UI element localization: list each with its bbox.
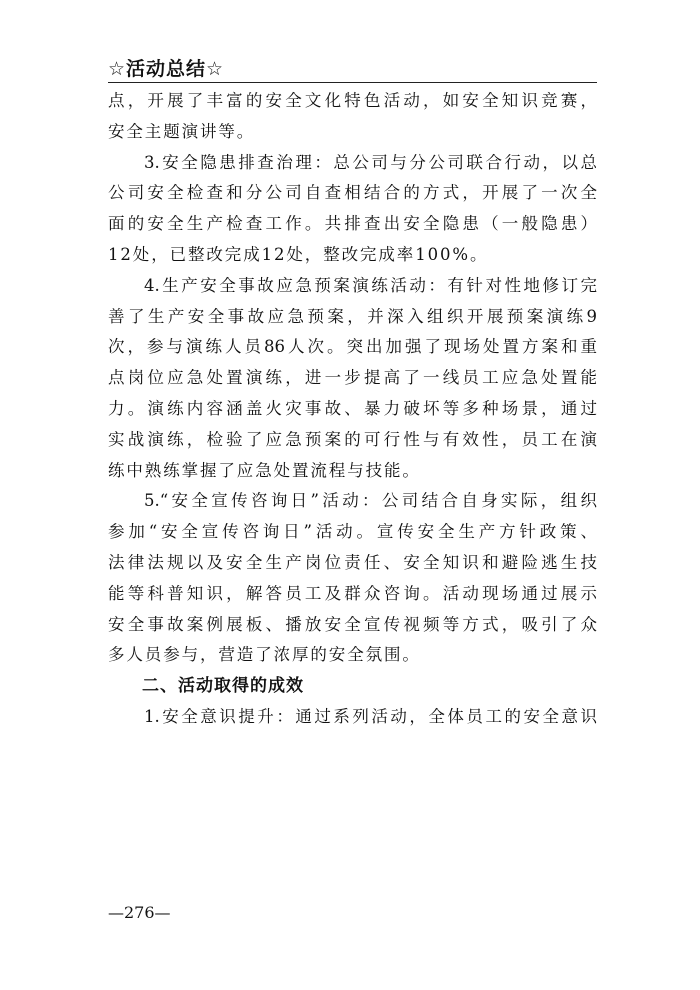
header-divider — [108, 82, 597, 83]
paragraph-line: 面的安全生产检查工作。共排查出安全隐患（一般隐患） — [108, 214, 597, 234]
paragraph-line: 4.生产安全事故应急预案演练活动：有针对性地修订完 — [144, 275, 597, 295]
section-heading: 二、活动取得的成效 — [142, 676, 304, 697]
paragraph-line: 点岗位应急处置演练，进一步提高了一线员工应急处置能 — [108, 368, 597, 388]
page-number: —276— — [108, 903, 171, 922]
paragraph-line: 多人员参与，营造了浓厚的安全氛围。 — [108, 645, 421, 665]
paragraph-line: 练中熟练掌握了应急处置流程与技能。 — [108, 460, 421, 480]
paragraph-line: 法律法规以及安全生产岗位责任、安全知识和避险逃生技 — [108, 552, 597, 572]
paragraph-line: 点，开展了丰富的安全文化特色活动，如安全知识竞赛， — [108, 91, 597, 110]
paragraph-line: 1.安全意识提升：通过系列活动，全体员工的安全意识 — [144, 706, 597, 726]
paragraph-line: 参加“安全宣传咨询日”活动。宣传安全生产方针政策、 — [108, 522, 597, 542]
paragraph-line: 力。演练内容涵盖火灾事故、暴力破坏等多种场景，通过 — [108, 398, 597, 418]
paragraph-line: 善了生产安全事故应急预案，并深入组织开展预案演练9 — [108, 306, 597, 326]
paragraph-line: 能等科普知识，解答员工及群众咨询。活动现场通过展示 — [108, 583, 597, 603]
paragraph-line: 公司安全检查和分公司自查相结合的方式，开展了一次全 — [108, 183, 597, 203]
document-body — [108, 86, 597, 733]
paragraph-line: 5.“安全宣传咨询日”活动：公司结合自身实际，组织 — [144, 491, 597, 511]
paragraph-line: 实战演练，检验了应急预案的可行性与有效性，员工在演 — [108, 429, 597, 449]
paragraph-line: 安全主题演讲等。 — [108, 121, 256, 141]
paragraph-line: 3.安全隐患排查治理：总公司与分公司联合行动，以总 — [144, 152, 597, 172]
paragraph-line: 次，参与演练人员86人次。突出加强了现场处置方案和重 — [108, 337, 597, 357]
paragraph-line: 安全事故案例展板、播放安全宣传视频等方式，吸引了众 — [108, 614, 597, 634]
running-header-title: ☆活动总结☆ — [108, 58, 225, 80]
paragraph-line: 12处，已整改完成12处，整改完成率100%。 — [108, 244, 489, 264]
